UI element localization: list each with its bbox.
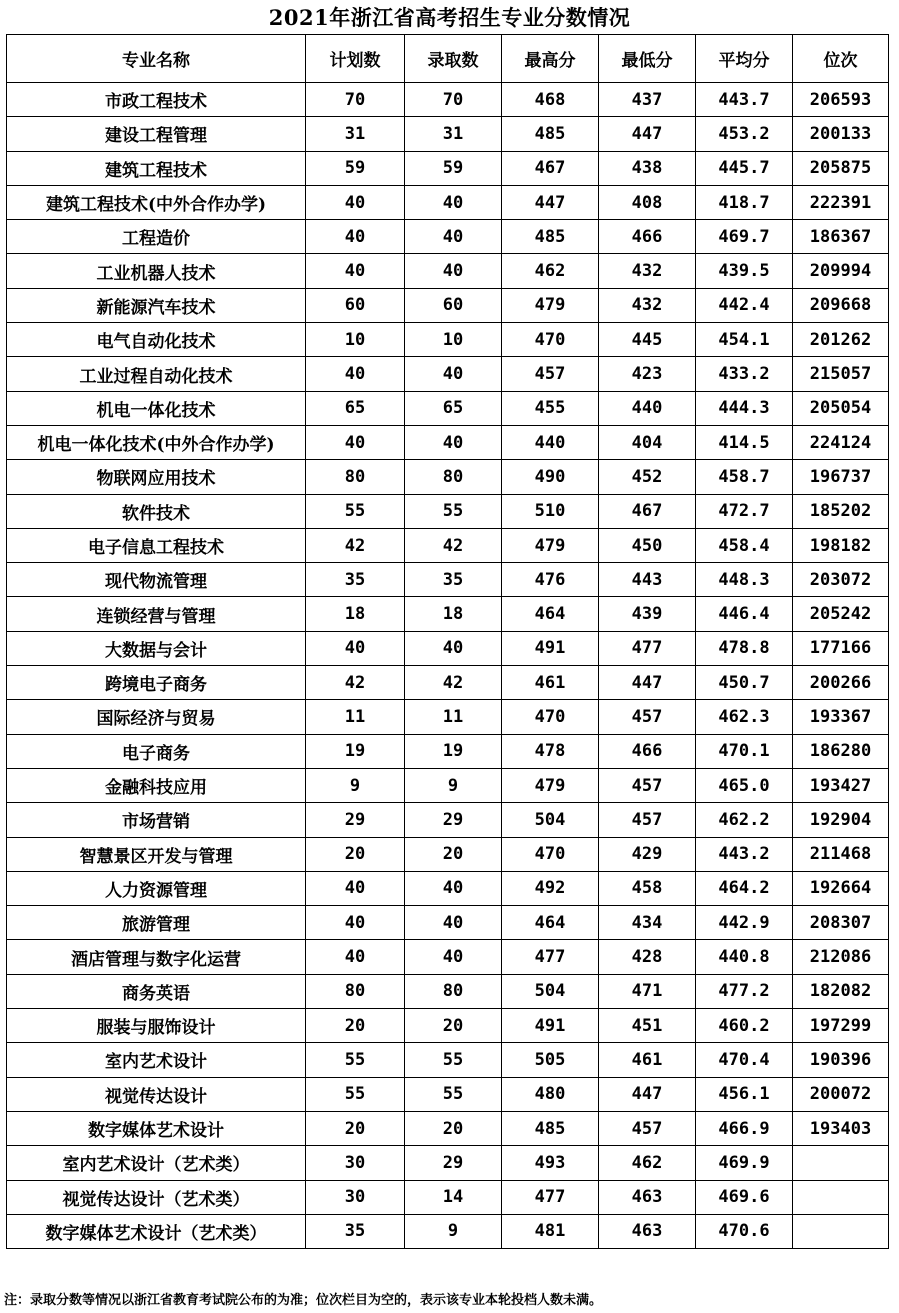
cell-admitted-count: 55 [405, 494, 502, 528]
table-header-row [7, 35, 889, 83]
cell-admitted-count: 19 [405, 734, 502, 768]
cell-admitted-count: 9 [405, 768, 502, 802]
table-row [7, 974, 889, 1008]
cell-avg-score: 458.4 [696, 528, 793, 562]
cell-major-name: 智慧景区开发与管理 [7, 837, 306, 871]
cell-rank: 192904 [793, 803, 889, 837]
table-row [7, 940, 889, 974]
cell-min-score: 471 [599, 974, 696, 1008]
cell-plan-count: 42 [306, 666, 405, 700]
cell-plan-count: 20 [306, 1009, 405, 1043]
cell-avg-score: 418.7 [696, 185, 793, 219]
cell-major-name: 商务英语 [7, 974, 306, 1008]
cell-rank: 198182 [793, 528, 889, 562]
cell-plan-count: 35 [306, 563, 405, 597]
cell-plan-count: 42 [306, 528, 405, 562]
cell-admitted-count: 18 [405, 597, 502, 631]
cell-admitted-count: 40 [405, 254, 502, 288]
table-row [7, 768, 889, 802]
cell-plan-count: 19 [306, 734, 405, 768]
cell-rank: 208307 [793, 906, 889, 940]
table-row [7, 1180, 889, 1214]
cell-major-name: 建设工程管理 [7, 117, 306, 151]
cell-major-name: 市政工程技术 [7, 83, 306, 117]
cell-rank: 182082 [793, 974, 889, 1008]
cell-plan-count: 30 [306, 1146, 405, 1180]
cell-avg-score: 442.9 [696, 906, 793, 940]
cell-plan-count: 18 [306, 597, 405, 631]
cell-plan-count: 20 [306, 837, 405, 871]
cell-avg-score: 443.2 [696, 837, 793, 871]
cell-min-score: 408 [599, 185, 696, 219]
cell-rank: 186367 [793, 220, 889, 254]
table-row [7, 871, 889, 905]
header-rank: 位次 [793, 35, 889, 83]
cell-major-name: 建筑工程技术 [7, 151, 306, 185]
cell-rank: 215057 [793, 357, 889, 391]
cell-major-name: 跨境电子商务 [7, 666, 306, 700]
cell-plan-count: 59 [306, 151, 405, 185]
cell-rank: 209994 [793, 254, 889, 288]
cell-min-score: 432 [599, 254, 696, 288]
table-row [7, 1111, 889, 1145]
cell-plan-count: 29 [306, 803, 405, 837]
cell-max-score: 476 [502, 563, 599, 597]
page-title: 2021年浙江省高考招生专业分数情况 [268, 5, 631, 30]
table-row [7, 666, 889, 700]
cell-rank: 224124 [793, 425, 889, 459]
cell-plan-count: 35 [306, 1214, 405, 1248]
cell-max-score: 505 [502, 1043, 599, 1077]
cell-major-name: 数字媒体艺术设计（艺术类） [7, 1214, 306, 1248]
cell-min-score: 457 [599, 803, 696, 837]
cell-avg-score: 454.1 [696, 323, 793, 357]
table-row [7, 700, 889, 734]
cell-avg-score: 439.5 [696, 254, 793, 288]
cell-admitted-count: 40 [405, 220, 502, 254]
cell-admitted-count: 20 [405, 1009, 502, 1043]
header-min-score: 最低分 [599, 35, 696, 83]
table-row [7, 185, 889, 219]
table-row [7, 631, 889, 665]
cell-admitted-count: 40 [405, 357, 502, 391]
cell-plan-count: 11 [306, 700, 405, 734]
cell-rank: 192664 [793, 871, 889, 905]
cell-avg-score: 443.7 [696, 83, 793, 117]
table-row [7, 425, 889, 459]
cell-max-score: 480 [502, 1077, 599, 1111]
cell-avg-score: 465.0 [696, 768, 793, 802]
table-row [7, 357, 889, 391]
cell-plan-count: 10 [306, 323, 405, 357]
cell-major-name: 视觉传达设计（艺术类） [7, 1180, 306, 1214]
cell-rank: 211468 [793, 837, 889, 871]
cell-admitted-count: 59 [405, 151, 502, 185]
cell-major-name: 服装与服饰设计 [7, 1009, 306, 1043]
cell-major-name: 电气自动化技术 [7, 323, 306, 357]
cell-rank [793, 1214, 889, 1248]
cell-max-score: 491 [502, 1009, 599, 1043]
cell-admitted-count: 29 [405, 803, 502, 837]
cell-admitted-count: 11 [405, 700, 502, 734]
cell-admitted-count: 20 [405, 837, 502, 871]
cell-max-score: 470 [502, 837, 599, 871]
table-row [7, 803, 889, 837]
cell-rank [793, 1180, 889, 1214]
table-row [7, 1077, 889, 1111]
cell-max-score: 477 [502, 1180, 599, 1214]
footnote: 注：录取分数等情况以浙江省教育考试院公布的为准；位次栏目为空的，表示该专业本轮投档人数未满。 [4, 1293, 603, 1308]
cell-min-score: 404 [599, 425, 696, 459]
table-row [7, 288, 889, 322]
cell-plan-count: 40 [306, 906, 405, 940]
cell-major-name: 工程造价 [7, 220, 306, 254]
cell-plan-count: 55 [306, 494, 405, 528]
table-row [7, 837, 889, 871]
cell-rank: 190396 [793, 1043, 889, 1077]
cell-plan-count: 40 [306, 871, 405, 905]
header-max-score: 最高分 [502, 35, 599, 83]
cell-max-score: 493 [502, 1146, 599, 1180]
cell-admitted-count: 80 [405, 974, 502, 1008]
cell-major-name: 室内艺术设计（艺术类） [7, 1146, 306, 1180]
cell-avg-score: 448.3 [696, 563, 793, 597]
cell-max-score: 455 [502, 391, 599, 425]
cell-avg-score: 433.2 [696, 357, 793, 391]
cell-rank: 212086 [793, 940, 889, 974]
cell-avg-score: 462.2 [696, 803, 793, 837]
cell-max-score: 492 [502, 871, 599, 905]
cell-admitted-count: 55 [405, 1077, 502, 1111]
cell-admitted-count: 65 [405, 391, 502, 425]
cell-rank: 177166 [793, 631, 889, 665]
cell-plan-count: 55 [306, 1043, 405, 1077]
cell-admitted-count: 10 [405, 323, 502, 357]
cell-avg-score: 445.7 [696, 151, 793, 185]
cell-major-name: 软件技术 [7, 494, 306, 528]
table-row [7, 1146, 889, 1180]
cell-avg-score: 470.4 [696, 1043, 793, 1077]
cell-max-score: 479 [502, 768, 599, 802]
cell-min-score: 443 [599, 563, 696, 597]
cell-rank: 206593 [793, 83, 889, 117]
cell-min-score: 432 [599, 288, 696, 322]
table-row [7, 83, 889, 117]
cell-max-score: 479 [502, 288, 599, 322]
cell-min-score: 458 [599, 871, 696, 905]
cell-max-score: 462 [502, 254, 599, 288]
cell-min-score: 452 [599, 460, 696, 494]
cell-plan-count: 40 [306, 631, 405, 665]
cell-min-score: 447 [599, 666, 696, 700]
cell-min-score: 451 [599, 1009, 696, 1043]
cell-admitted-count: 40 [405, 906, 502, 940]
cell-rank: 209668 [793, 288, 889, 322]
cell-min-score: 440 [599, 391, 696, 425]
table-row [7, 1214, 889, 1248]
cell-major-name: 物联网应用技术 [7, 460, 306, 494]
table-row [7, 460, 889, 494]
cell-max-score: 504 [502, 974, 599, 1008]
table-row [7, 323, 889, 357]
cell-max-score: 491 [502, 631, 599, 665]
cell-rank [793, 1146, 889, 1180]
cell-rank: 222391 [793, 185, 889, 219]
cell-admitted-count: 9 [405, 1214, 502, 1248]
cell-avg-score: 450.7 [696, 666, 793, 700]
cell-major-name: 酒店管理与数字化运营 [7, 940, 306, 974]
cell-avg-score: 469.7 [696, 220, 793, 254]
cell-max-score: 510 [502, 494, 599, 528]
cell-max-score: 477 [502, 940, 599, 974]
cell-major-name: 电子信息工程技术 [7, 528, 306, 562]
cell-avg-score: 453.2 [696, 117, 793, 151]
cell-admitted-count: 40 [405, 425, 502, 459]
table-row [7, 494, 889, 528]
cell-admitted-count: 80 [405, 460, 502, 494]
cell-admitted-count: 40 [405, 871, 502, 905]
cell-max-score: 485 [502, 117, 599, 151]
table-row [7, 1009, 889, 1043]
cell-avg-score: 464.2 [696, 871, 793, 905]
cell-major-name: 旅游管理 [7, 906, 306, 940]
table-row [7, 906, 889, 940]
cell-major-name: 工业过程自动化技术 [7, 357, 306, 391]
table-row [7, 254, 889, 288]
admission-scores-table [6, 34, 889, 1249]
cell-plan-count: 40 [306, 185, 405, 219]
cell-admitted-count: 14 [405, 1180, 502, 1214]
cell-rank: 201262 [793, 323, 889, 357]
cell-min-score: 463 [599, 1180, 696, 1214]
cell-admitted-count: 29 [405, 1146, 502, 1180]
cell-plan-count: 40 [306, 940, 405, 974]
table-row [7, 734, 889, 768]
cell-major-name: 数字媒体艺术设计 [7, 1111, 306, 1145]
cell-major-name: 金融科技应用 [7, 768, 306, 802]
cell-plan-count: 40 [306, 425, 405, 459]
cell-major-name: 建筑工程技术(中外合作办学) [7, 185, 306, 219]
cell-avg-score: 460.2 [696, 1009, 793, 1043]
cell-max-score: 464 [502, 906, 599, 940]
cell-rank: 200133 [793, 117, 889, 151]
cell-max-score: 485 [502, 220, 599, 254]
cell-rank: 200266 [793, 666, 889, 700]
cell-avg-score: 440.8 [696, 940, 793, 974]
table-row [7, 1043, 889, 1077]
cell-avg-score: 456.1 [696, 1077, 793, 1111]
header-admitted-count: 录取数 [405, 35, 502, 83]
cell-max-score: 461 [502, 666, 599, 700]
cell-plan-count: 30 [306, 1180, 405, 1214]
cell-major-name: 大数据与会计 [7, 631, 306, 665]
cell-plan-count: 40 [306, 357, 405, 391]
header-plan-count: 计划数 [306, 35, 405, 83]
cell-admitted-count: 42 [405, 666, 502, 700]
cell-plan-count: 55 [306, 1077, 405, 1111]
cell-rank: 197299 [793, 1009, 889, 1043]
cell-max-score: 504 [502, 803, 599, 837]
cell-max-score: 479 [502, 528, 599, 562]
cell-avg-score: 478.8 [696, 631, 793, 665]
cell-plan-count: 70 [306, 83, 405, 117]
cell-min-score: 457 [599, 700, 696, 734]
cell-plan-count: 80 [306, 974, 405, 1008]
cell-max-score: 467 [502, 151, 599, 185]
cell-max-score: 485 [502, 1111, 599, 1145]
cell-major-name: 国际经济与贸易 [7, 700, 306, 734]
cell-max-score: 470 [502, 700, 599, 734]
cell-avg-score: 469.6 [696, 1180, 793, 1214]
cell-admitted-count: 35 [405, 563, 502, 597]
table-row [7, 220, 889, 254]
table-row [7, 391, 889, 425]
cell-avg-score: 470.1 [696, 734, 793, 768]
header-avg-score: 平均分 [696, 35, 793, 83]
cell-major-name: 工业机器人技术 [7, 254, 306, 288]
cell-rank: 193427 [793, 768, 889, 802]
cell-avg-score: 477.2 [696, 974, 793, 1008]
cell-min-score: 429 [599, 837, 696, 871]
cell-avg-score: 469.9 [696, 1146, 793, 1180]
cell-rank: 205875 [793, 151, 889, 185]
cell-min-score: 445 [599, 323, 696, 357]
cell-avg-score: 446.4 [696, 597, 793, 631]
table-row [7, 597, 889, 631]
cell-min-score: 423 [599, 357, 696, 391]
cell-min-score: 434 [599, 906, 696, 940]
cell-max-score: 440 [502, 425, 599, 459]
cell-rank: 200072 [793, 1077, 889, 1111]
cell-rank: 193403 [793, 1111, 889, 1145]
cell-min-score: 466 [599, 220, 696, 254]
cell-min-score: 466 [599, 734, 696, 768]
cell-min-score: 477 [599, 631, 696, 665]
cell-major-name: 机电一体化技术 [7, 391, 306, 425]
cell-min-score: 437 [599, 83, 696, 117]
cell-rank: 185202 [793, 494, 889, 528]
cell-admitted-count: 55 [405, 1043, 502, 1077]
cell-plan-count: 40 [306, 220, 405, 254]
cell-avg-score: 466.9 [696, 1111, 793, 1145]
cell-plan-count: 40 [306, 254, 405, 288]
cell-rank: 205242 [793, 597, 889, 631]
cell-admitted-count: 40 [405, 940, 502, 974]
cell-min-score: 439 [599, 597, 696, 631]
cell-max-score: 478 [502, 734, 599, 768]
table-row [7, 117, 889, 151]
cell-admitted-count: 60 [405, 288, 502, 322]
cell-admitted-count: 42 [405, 528, 502, 562]
cell-major-name: 连锁经营与管理 [7, 597, 306, 631]
header-major-name: 专业名称 [7, 35, 306, 83]
cell-min-score: 447 [599, 117, 696, 151]
cell-avg-score: 472.7 [696, 494, 793, 528]
cell-max-score: 468 [502, 83, 599, 117]
cell-major-name: 电子商务 [7, 734, 306, 768]
cell-max-score: 457 [502, 357, 599, 391]
cell-plan-count: 80 [306, 460, 405, 494]
cell-avg-score: 470.6 [696, 1214, 793, 1248]
cell-rank: 186280 [793, 734, 889, 768]
cell-rank: 203072 [793, 563, 889, 597]
cell-avg-score: 462.3 [696, 700, 793, 734]
cell-admitted-count: 20 [405, 1111, 502, 1145]
cell-max-score: 481 [502, 1214, 599, 1248]
cell-plan-count: 65 [306, 391, 405, 425]
cell-admitted-count: 31 [405, 117, 502, 151]
cell-min-score: 447 [599, 1077, 696, 1111]
cell-plan-count: 9 [306, 768, 405, 802]
cell-major-name: 人力资源管理 [7, 871, 306, 905]
cell-avg-score: 458.7 [696, 460, 793, 494]
cell-major-name: 视觉传达设计 [7, 1077, 306, 1111]
cell-min-score: 450 [599, 528, 696, 562]
cell-rank: 205054 [793, 391, 889, 425]
cell-min-score: 428 [599, 940, 696, 974]
cell-major-name: 现代物流管理 [7, 563, 306, 597]
cell-min-score: 457 [599, 768, 696, 802]
cell-rank: 193367 [793, 700, 889, 734]
table-row [7, 528, 889, 562]
cell-min-score: 457 [599, 1111, 696, 1145]
cell-max-score: 447 [502, 185, 599, 219]
cell-plan-count: 20 [306, 1111, 405, 1145]
table-row [7, 151, 889, 185]
cell-plan-count: 31 [306, 117, 405, 151]
cell-major-name: 新能源汽车技术 [7, 288, 306, 322]
cell-min-score: 467 [599, 494, 696, 528]
table-body [7, 83, 889, 1249]
cell-min-score: 461 [599, 1043, 696, 1077]
cell-admitted-count: 40 [405, 185, 502, 219]
cell-min-score: 462 [599, 1146, 696, 1180]
cell-avg-score: 414.5 [696, 425, 793, 459]
cell-max-score: 490 [502, 460, 599, 494]
cell-max-score: 470 [502, 323, 599, 357]
cell-admitted-count: 40 [405, 631, 502, 665]
cell-avg-score: 444.3 [696, 391, 793, 425]
cell-major-name: 机电一体化技术(中外合作办学) [7, 425, 306, 459]
table-row [7, 563, 889, 597]
cell-plan-count: 60 [306, 288, 405, 322]
cell-min-score: 463 [599, 1214, 696, 1248]
cell-rank: 196737 [793, 460, 889, 494]
cell-min-score: 438 [599, 151, 696, 185]
cell-avg-score: 442.4 [696, 288, 793, 322]
cell-admitted-count: 70 [405, 83, 502, 117]
cell-major-name: 室内艺术设计 [7, 1043, 306, 1077]
cell-max-score: 464 [502, 597, 599, 631]
cell-major-name: 市场营销 [7, 803, 306, 837]
